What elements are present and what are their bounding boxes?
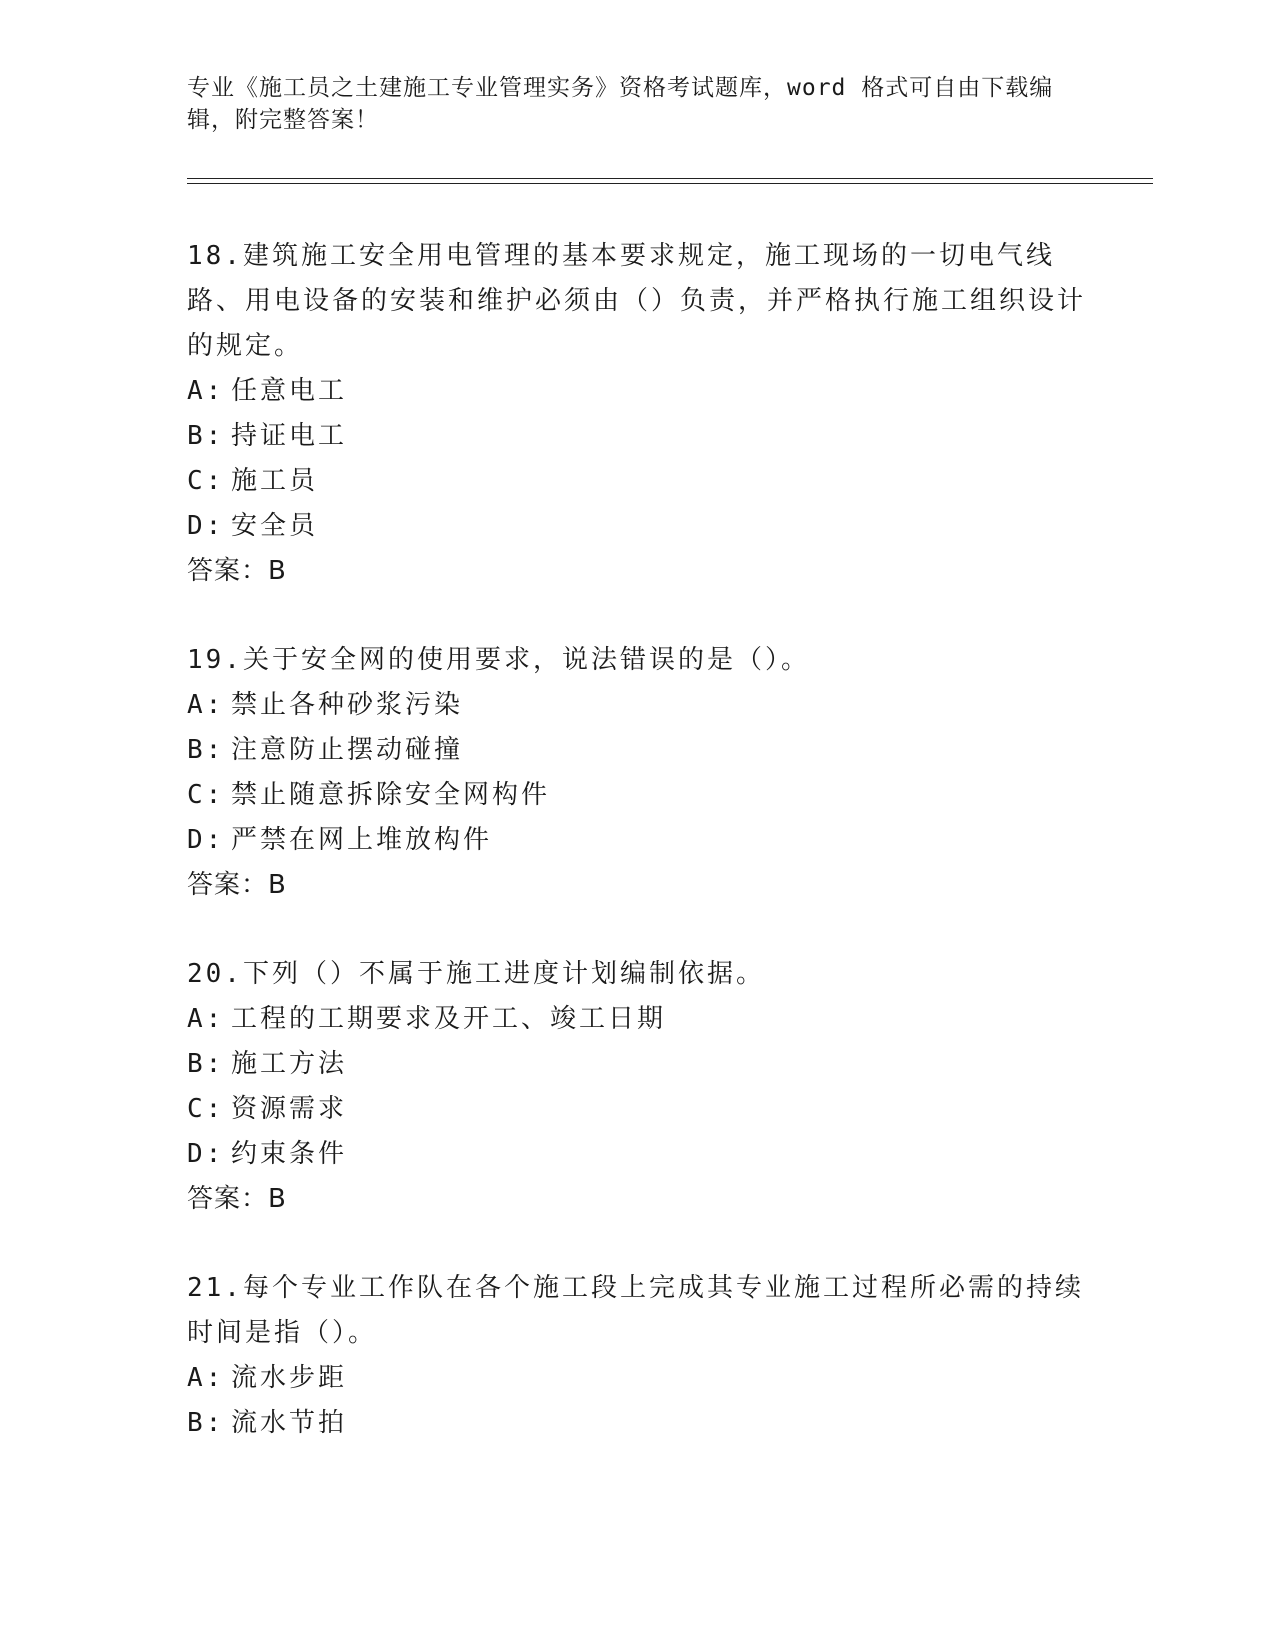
- option-a: [187, 369, 1087, 414]
- question-stem: 21.每个专业工作队在各个施工段上完成其专业施工过程所必需的持续时间是指（）。: [187, 1273, 1084, 1348]
- option-text: 注意防止摆动碰撞: [231, 735, 464, 765]
- option-key: A:: [187, 690, 225, 720]
- option-key: C:: [187, 466, 225, 496]
- answer-line: 答案：B: [187, 1184, 287, 1214]
- question-stem: 20.下列（）不属于施工进度计划编制依据。: [187, 959, 765, 989]
- header-rule-top: [187, 178, 1153, 179]
- option-key: B:: [187, 1049, 225, 1079]
- option-d: [187, 1132, 1087, 1177]
- option-key: D:: [187, 825, 225, 855]
- option-key: B:: [187, 421, 225, 451]
- option-text: 禁止随意拆除安全网构件: [231, 780, 551, 810]
- option-key: B:: [187, 1408, 225, 1438]
- option-text: 工程的工期要求及开工、竣工日期: [231, 1004, 667, 1034]
- question-20: [187, 952, 1087, 1222]
- page-header: [187, 72, 1087, 136]
- option-key: D:: [187, 1139, 225, 1169]
- option-d: [187, 504, 1087, 549]
- option-key: C:: [187, 780, 225, 810]
- option-text: 约束条件: [231, 1139, 348, 1169]
- header-rule-bottom: [187, 183, 1153, 184]
- header-text: 专业《施工员之土建施工专业管理实务》资格考试题库，word 格式可自由下载编辑，附完整答案！: [187, 75, 1054, 133]
- option-key: C:: [187, 1094, 225, 1124]
- option-text: 流水步距: [231, 1363, 348, 1393]
- option-a: [187, 1356, 1087, 1401]
- option-text: 持证电工: [231, 421, 348, 451]
- answer-line: 答案：B: [187, 556, 287, 586]
- option-key: A:: [187, 1363, 225, 1393]
- option-c: [187, 459, 1087, 504]
- option-key: B:: [187, 735, 225, 765]
- question-stem: 19.关于安全网的使用要求，说法错误的是（）。: [187, 645, 810, 675]
- option-b: [187, 414, 1087, 459]
- option-b: [187, 1042, 1087, 1087]
- option-text: 施工方法: [231, 1049, 348, 1079]
- option-c: [187, 773, 1087, 818]
- option-b: [187, 728, 1087, 773]
- option-text: 资源需求: [231, 1094, 348, 1124]
- option-text: 施工员: [231, 466, 319, 496]
- option-text: 禁止各种砂浆污染: [231, 690, 464, 720]
- option-d: [187, 818, 1087, 863]
- question-21: [187, 1266, 1087, 1446]
- option-text: 任意电工: [231, 376, 348, 406]
- question-18: [187, 234, 1087, 594]
- question-19: [187, 638, 1087, 908]
- option-a: [187, 683, 1087, 728]
- option-c: [187, 1087, 1087, 1132]
- option-b: [187, 1401, 1087, 1446]
- option-key: A:: [187, 376, 225, 406]
- option-text: 安全员: [231, 511, 319, 541]
- option-text: 流水节拍: [231, 1408, 348, 1438]
- option-text: 严禁在网上堆放构件: [231, 825, 493, 855]
- question-stem: 18.建筑施工安全用电管理的基本要求规定，施工现场的一切电气线路、用电设备的安装和维护必须由（）负责，并严格执行施工组织设计的规定。: [187, 241, 1087, 361]
- option-key: D:: [187, 511, 225, 541]
- option-key: A:: [187, 1004, 225, 1034]
- option-a: [187, 997, 1087, 1042]
- question-list: [187, 234, 1087, 1490]
- answer-line: 答案：B: [187, 870, 287, 900]
